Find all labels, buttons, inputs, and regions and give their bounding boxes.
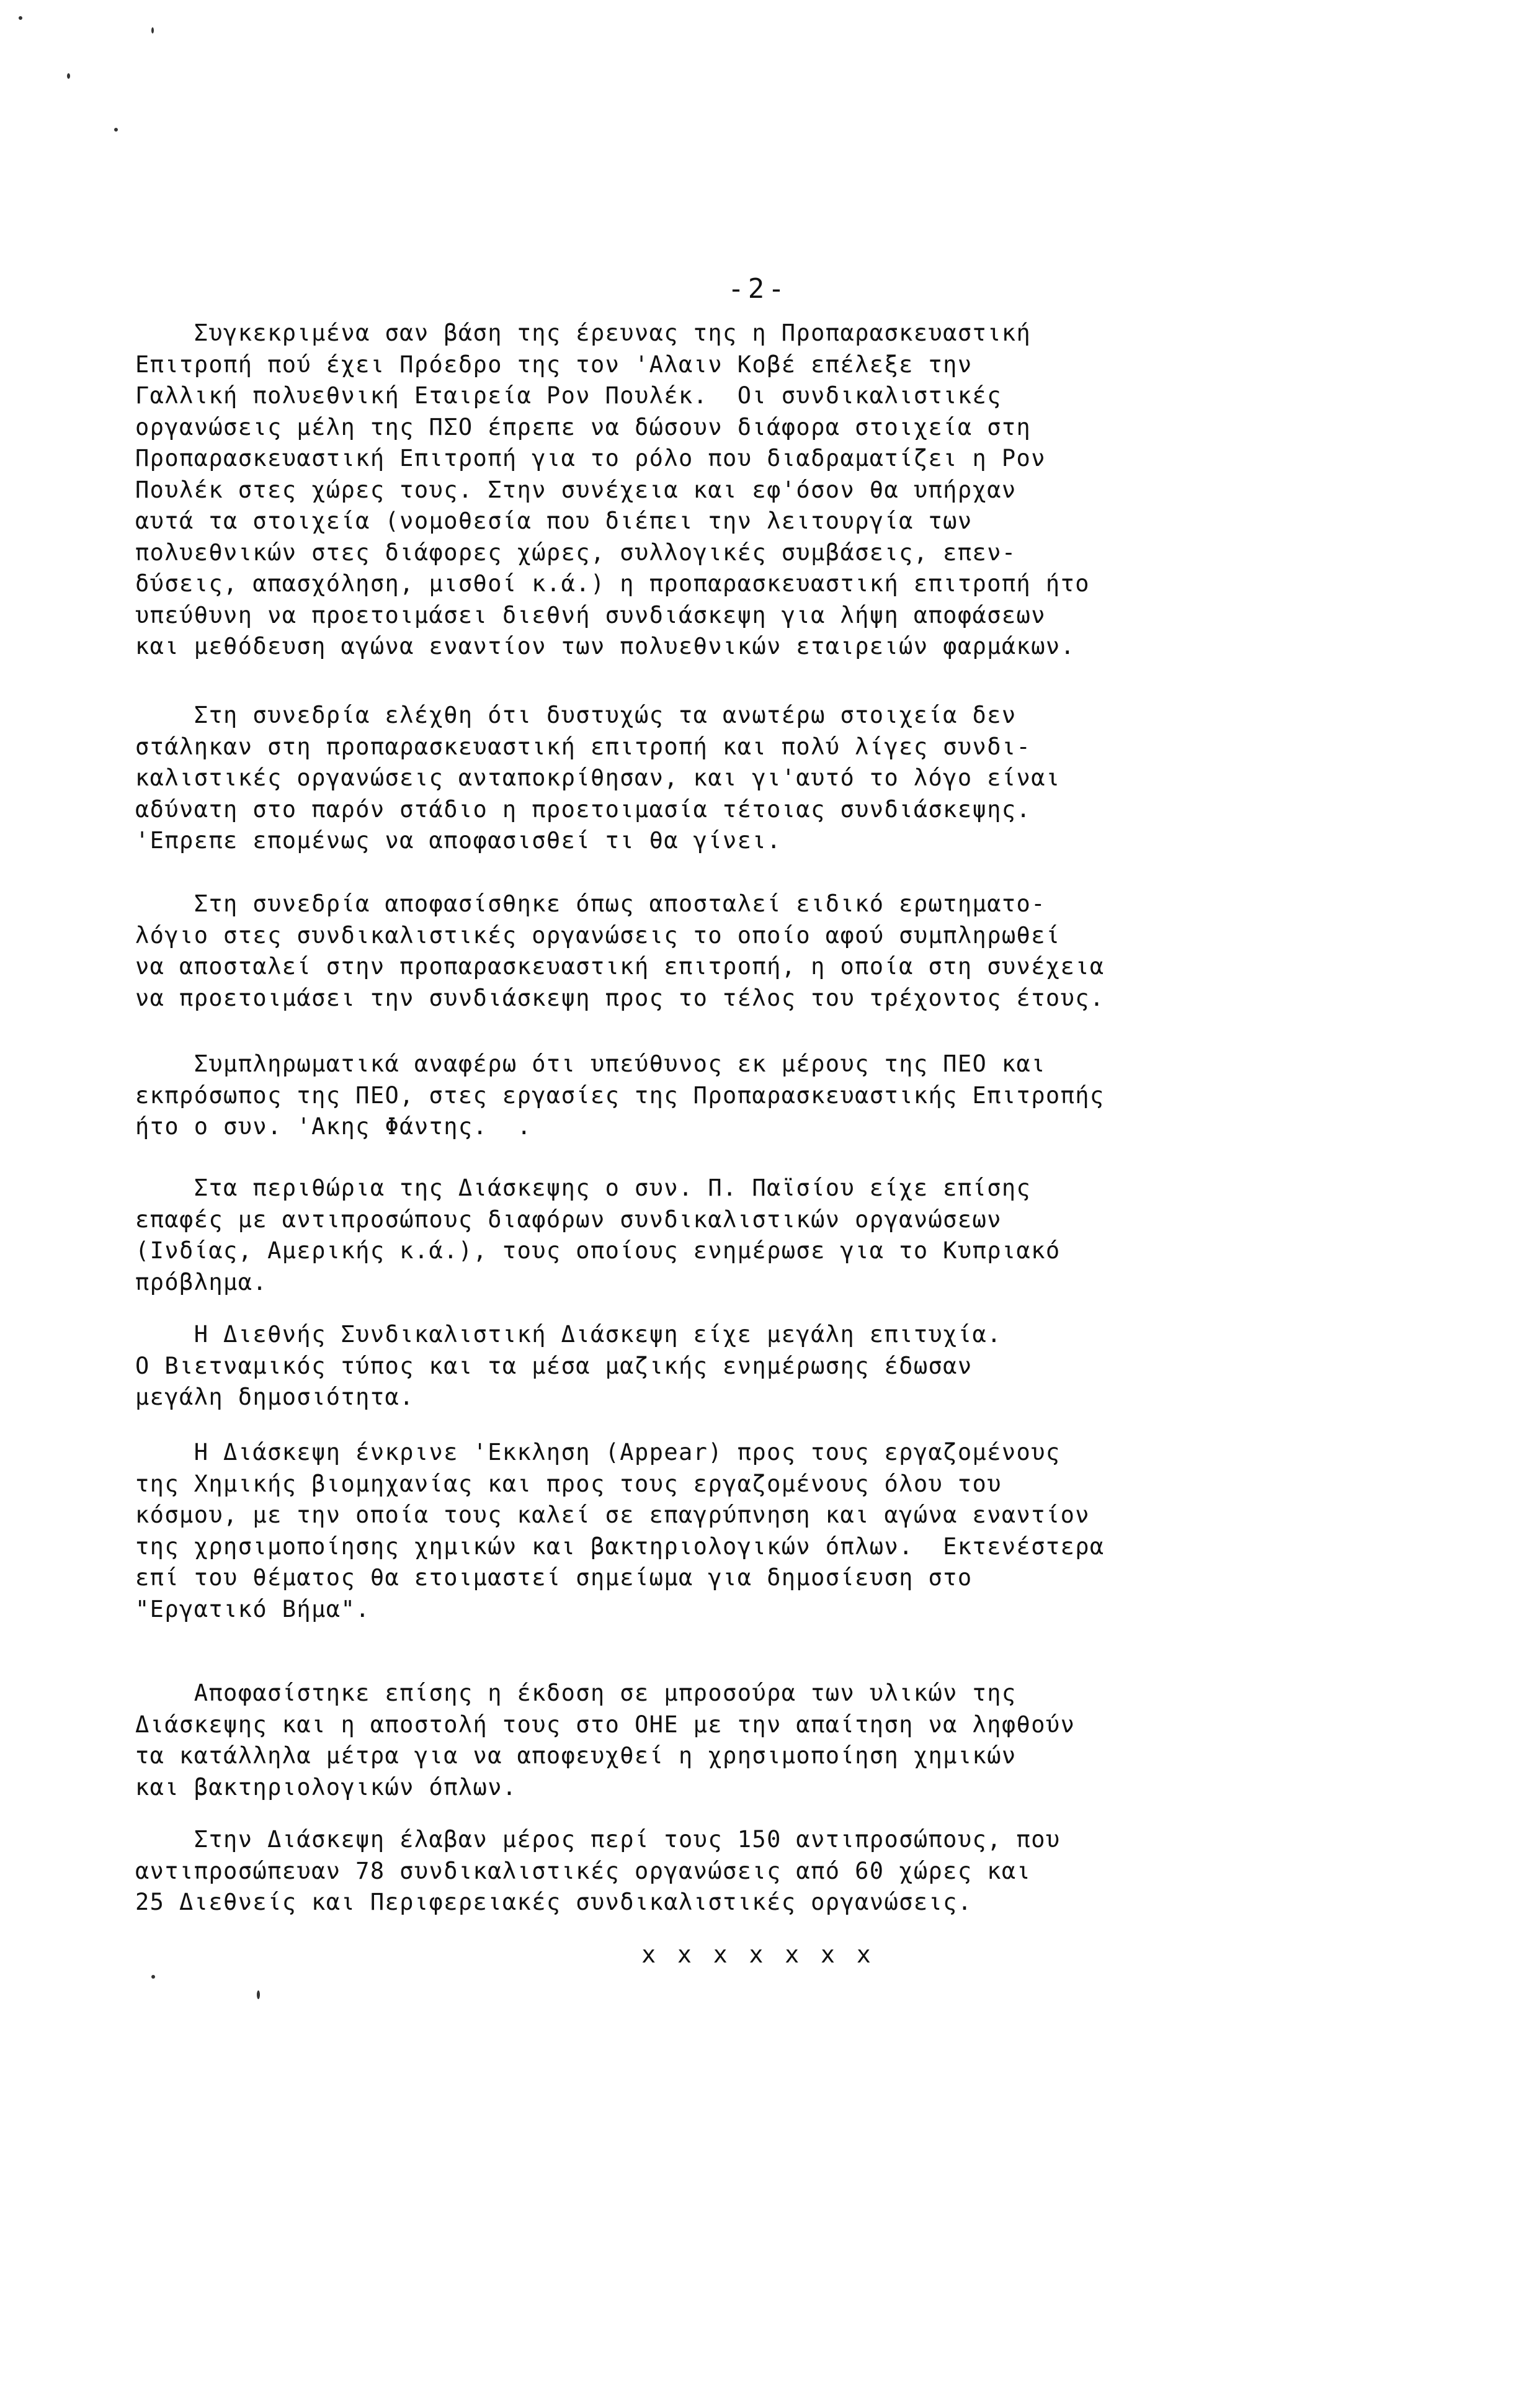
text-line: Στα περιθώρια της Διάσκεψης ο συν. Π. Παϊσίου είχε επίσης	[135, 1175, 1032, 1201]
paragraph	[135, 1824, 1351, 1918]
text-line: της χρησιμοποίησης χημικών και βακτηριολογικών όπλων. Εκτενέστερα	[135, 1533, 1105, 1560]
text-line: πρόβλημα.	[135, 1268, 268, 1296]
text-line: Γαλλική πολυεθνική Εταιρεία Ρον Πουλέκ. Οι συνδικαλιστικές	[135, 382, 1002, 409]
text-line: Προπαρασκευαστική Επιτροπή για το ρόλο που διαδραματίζει η Ρον	[135, 445, 1046, 472]
text-line: Διάσκεψης και η αποστολή τους στο ΟΗΕ με την απαίτηση να ληφθούν	[135, 1711, 1076, 1738]
text-line: οργανώσεις μέλη της ΠΣΟ έπρεπε να δώσουν διάφορα στοιχεία στη	[135, 413, 1032, 441]
paragraph	[135, 318, 1351, 663]
text-line: 25 Διεθνείς και Περιφερειακές συνδικαλιστικές οργανώσεις.	[135, 1889, 973, 1915]
text-line: στάληκαν στη προπαρασκευαστική επιτροπή και πολύ λίγες συνδι-	[135, 733, 1032, 760]
text-line: υπεύθυνη να προετοιμάσει διεθνή συνδιάσκεψη για λήψη αποφάσεων	[135, 601, 1046, 629]
text-line: να προετοιμάσει την συνδιάσκεψη προς το τέλος του τρέχοντος έτους.	[135, 984, 1105, 1011]
text-line: 'Επρεπε επομένως να αποφασισθεί τι θα γίνει.	[135, 827, 782, 854]
text-line: Συμπληρωματικά αναφέρω ότι υπεύθυνος εκ μέρους της ΠΕΟ και	[135, 1050, 1046, 1077]
text-line: ήτο ο συν. 'Ακης Φάντης. .	[135, 1113, 532, 1140]
text-line: "Εργατικό Βήμα".	[135, 1595, 370, 1622]
text-line: δύσεις, απασχόληση, μισθοί κ.ά.) η προπαρασκευαστική επιτροπή ήτο	[135, 570, 1090, 597]
text-line: Στη συνεδρία ελέχθη ότι δυστυχώς τα ανωτέρω στοιχεία δεν	[135, 702, 1017, 728]
text-line: και βακτηριολογικών όπλων.	[135, 1773, 517, 1801]
text-line: Η Διεθνής Συνδικαλιστική Διάσκεψη είχε μεγάλη επιτυχία.	[135, 1321, 1002, 1348]
text-line: τα κατάλληλα μέτρα για να αποφευχθεί η χρησιμοποίηση χημικών	[135, 1742, 1017, 1769]
text-line: Ο Βιετναμικός τύπος και τα μέσα μαζικής ενημέρωσης έδωσαν	[135, 1352, 973, 1379]
text-line: επί του θέματος θα ετοιμαστεί σημείωμα για δημοσίευση στο	[135, 1564, 973, 1591]
paragraph	[135, 700, 1351, 857]
text-line: Συγκεκριμένα σαν βάση της έρευνας της η Προπαρασκευαστική	[135, 320, 1032, 346]
scan-speck	[151, 1975, 155, 1979]
scan-speck	[19, 16, 22, 20]
text-line: επαφές με αντιπροσώπους διαφόρων συνδικαλιστικών οργανώσεων	[135, 1206, 1002, 1233]
text-line: Στη συνεδρία αποφασίσθηκε όπως αποσταλεί ειδικό ερωτηματο-	[135, 890, 1046, 917]
closing-mark: x x x x x x x	[641, 1941, 875, 1968]
text-line: αντιπροσώπευαν 78 συνδικαλιστικές οργανώσεις από 60 χώρες και	[135, 1857, 1032, 1884]
text-line: Πουλέκ στες χώρες τους. Στην συνέχεια και εφ'όσον θα υπήρχαν	[135, 476, 1017, 503]
text-line: Στην Διάσκεψη έλαβαν μέρος περί τους 150 αντιπροσώπους, που	[135, 1826, 1061, 1853]
scan-speck	[151, 27, 154, 34]
scan-speck	[67, 73, 70, 79]
text-line: Αποφασίστηκε επίσης η έκδοση σε μπροσούρα των υλικών της	[135, 1680, 1017, 1706]
paragraph	[135, 888, 1351, 1014]
text-line: να αποσταλεί στην προπαρασκευαστική επιτροπή, η οποία στη συνέχεια	[135, 953, 1105, 980]
text-line: κόσμου, με την οποία τους καλεί σε επαγρύπνηση και αγώνα εναντίον	[135, 1502, 1090, 1528]
text-line: λόγιο στες συνδικαλιστικές οργανώσεις το οποίο αφού συμπληρωθεί	[135, 921, 1061, 949]
scan-speck	[114, 128, 118, 132]
text-line: αδύνατη στο παρόν στάδιο η προετοιμασία τέτοιας συνδιάσκεψης.	[135, 795, 1032, 823]
text-line: (Ινδίας, Αμερικής κ.ά.), τους οποίους ενημέρωσε για το Κυπριακό	[135, 1237, 1061, 1264]
paragraph	[135, 1437, 1351, 1625]
text-line: εκπρόσωπος της ΠΕΟ, στες εργασίες της Προπαρασκευαστικής Επιτροπής	[135, 1081, 1105, 1109]
text-line: και μεθόδευση αγώνα εναντίον των πολυεθνικών εταιρειών φαρμάκων.	[135, 633, 1076, 660]
text-line: πολυεθνικών στες διάφορες χώρες, συλλογικές συμβάσεις, επεν-	[135, 539, 1017, 566]
text-line: αυτά τα στοιχεία (νομοθεσία που διέπει την λειτουργία των	[135, 508, 973, 534]
text-line: Επιτροπή πού έχει Πρόεδρο της τον 'Αλαιν Κοβέ επέλεξε την	[135, 351, 973, 378]
paragraph	[135, 1049, 1351, 1143]
page-number: -2-	[728, 273, 788, 305]
text-line: της Χημικής βιομηχανίας και προς τους εργαζομένους όλου του	[135, 1470, 1002, 1497]
paragraph	[135, 1678, 1351, 1803]
paragraph	[135, 1173, 1351, 1298]
text-line: καλιστικές οργανώσεις ανταποκρίθησαν, και γι'αυτό το λόγο είναι	[135, 764, 1061, 791]
text-line: Η Διάσκεψη ένκρινε 'Εκκληση (Appear) προς τους εργαζομένους	[135, 1439, 1061, 1466]
scan-speck	[257, 1990, 260, 1999]
paragraph	[135, 1319, 1351, 1413]
text-line: μεγάλη δημοσιότητα.	[135, 1384, 414, 1410]
